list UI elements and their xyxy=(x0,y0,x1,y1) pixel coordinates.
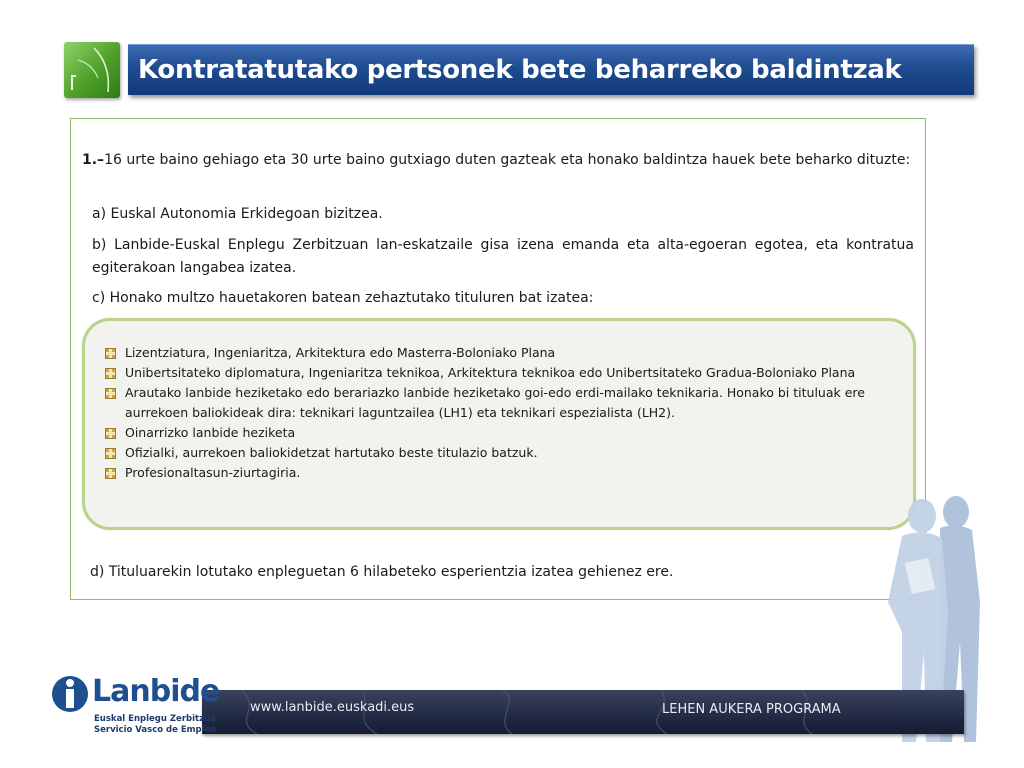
slide-title: Kontratatutako pertsonek bete beharreko baldintzak xyxy=(138,55,902,85)
bullet-icon xyxy=(105,368,116,379)
list-item xyxy=(105,463,885,483)
footer-program-name: LEHEN AUKERA PROGRAMA xyxy=(662,702,841,717)
list-item xyxy=(105,363,885,383)
list-item-text: Profesionaltasun-ziurtagiria. xyxy=(125,465,301,480)
list-item xyxy=(105,383,885,423)
brand-subtitle-eu: Euskal Enplegu Zerbitzua xyxy=(94,714,216,724)
list-item xyxy=(105,443,885,463)
title-bar xyxy=(128,44,974,95)
list-item-text: Unibertsitateko diplomatura, Ingeniaritza teknikoa, Arkitektura teknikoa edo Unibertsitateko Gradua-Boloniako Plana xyxy=(125,365,856,380)
footer-website-link[interactable]: www.lanbide.euskadi.eus xyxy=(250,700,415,715)
list-item xyxy=(105,343,885,363)
titles-box xyxy=(82,318,916,530)
titles-list xyxy=(105,343,885,483)
lanbide-logo-icon xyxy=(50,672,90,716)
list-item-text: Oinarrizko lanbide heziketa xyxy=(125,425,296,440)
list-item-text: Ofizialki, aurrekoen baliokidetzat hartutako beste titulazio batzuk. xyxy=(125,445,538,460)
list-item-text: Lizentziatura, Ingeniaritza, Arkitektura edo Masterra-Boloniako Plana xyxy=(125,345,556,360)
requirement-a: a) Euskal Autonomia Erkidegoan bizitzea. xyxy=(92,206,383,222)
brand-name: Lanbide xyxy=(92,674,220,709)
bullet-icon xyxy=(105,468,116,479)
intro-paragraph xyxy=(82,149,914,172)
requirement-c: c) Honako multzo hauetakoren batean zehaztutako tituluren bat izatea: xyxy=(92,290,594,306)
intro-number: 1.– xyxy=(82,152,105,168)
bullet-icon xyxy=(105,388,116,399)
list-item-text: Arautako lanbide heziketako edo berariazko lanbide heziketako goi-edo erdi-mailako teknikaria. Honako bi tituluak ere aurrekoen baliokideak dira: teknikari laguntzailea (LH1) eta teknikari espezialista (LH2). xyxy=(125,385,865,420)
brand-subtitle-es: Servicio Vasco de Empleo xyxy=(94,725,217,735)
requirement-d: d) Tituluarekin lotutako enpleguetan 6 hilabeteko esperientzia izatea gehienez ere. xyxy=(90,564,674,580)
list-item xyxy=(105,423,885,443)
bullet-icon xyxy=(105,348,116,359)
bullet-icon xyxy=(105,448,116,459)
bullet-icon xyxy=(105,428,116,439)
leaf-icon xyxy=(64,42,120,98)
requirement-b: b) Lanbide-Euskal Enplegu Zerbitzuan lan-eskatzaile gisa izena emanda eta alta-egoeran egotea, eta kontratua egiterakoan langabea izatea. xyxy=(92,237,914,276)
intro-text: 16 urte baino gehiago eta 30 urte baino gutxiago duten gazteak eta honako baldintza hauek bete beharko dituzte: xyxy=(104,152,911,168)
slide-corner-logo xyxy=(64,42,120,98)
